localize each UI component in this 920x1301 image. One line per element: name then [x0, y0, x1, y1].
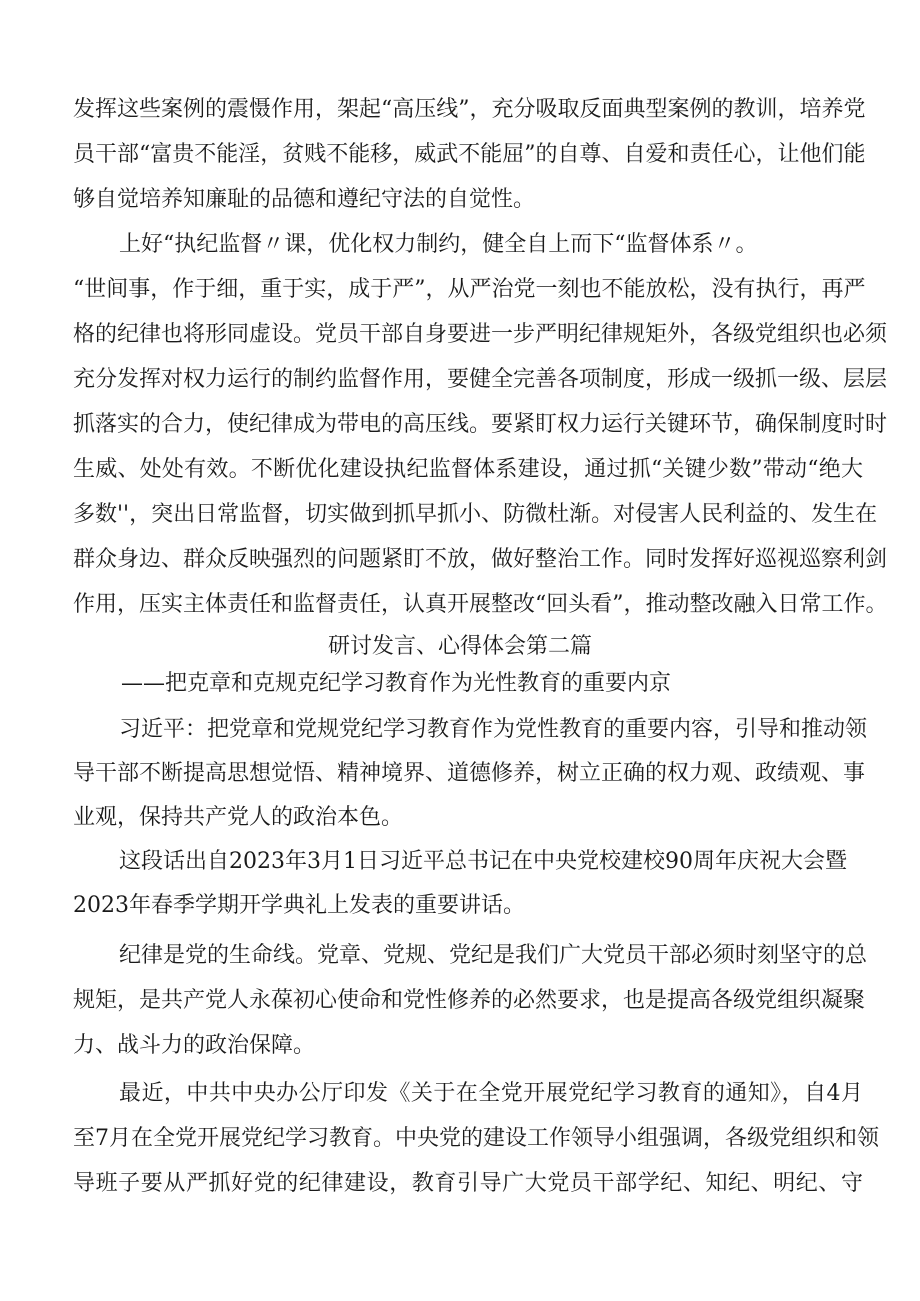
paragraph-line: 导干部不断提高思想觉悟、精神境界、道德修养，树立正确的权力观、政绩观、事: [73, 761, 866, 786]
paragraph-line: 至7月在全党开展党纪学习教育。中央党的建设工作领导小组强调，各级党组织和领: [73, 1126, 879, 1151]
paragraph-line: “世间事，作于细，重于实，成于严”，从严治党一刻也不能放松，没有执行，再严: [73, 277, 866, 302]
paragraph-line: 这段话出自2023年3月1日习近平总书记在中央党校建校90周年庆祝大会暨: [119, 849, 847, 874]
paragraph-line: 充分发挥对权力运行的制约监督作用，要健全完善各项制度，形成一级抓一级、层层: [73, 367, 888, 392]
section-heading: 上好“执纪监督〃课，优化权力制约，健全自上而下“监督体系〃。: [119, 232, 758, 257]
paragraph-line: 导班子要从严抓好党的纪律建设，教育引导广大党员干部学纪、知纪、明纪、守: [73, 1171, 863, 1196]
paragraph-line: 群众身边、群众反映强烈的问题紧盯不放，做好整治工作。同时发挥好巡视巡察利剑: [73, 547, 888, 572]
paragraph-line: 作用，压实主体责任和监督责任，认真开展整改“回头看”，推动整改融入日常工作。: [73, 592, 888, 617]
paragraph-line: 格的纪律也将形同虚设。党员干部自身要进一步严明纪律规矩外，各级党组织也必须: [73, 322, 888, 347]
paragraph-line: 力、战斗力的政治保障。: [73, 1033, 316, 1058]
paragraph-line: 员干部“富贵不能淫，贫贱不能移，威武不能屈”的自尊、自爱和责任心，让他们能: [73, 142, 866, 167]
paragraph-line: 2023年春季学期开学典礼上发表的重要讲话。: [73, 893, 525, 918]
paragraph-line: 生威、处处有效。不断优化建设执纪监督体系建设，通过抓“关键少数”带动“绝大: [73, 457, 863, 482]
paragraph-line: 够自觉培养知廉耻的品德和遵纪守法的自觉性。: [73, 187, 536, 212]
paragraph-line: 抓落实的合力，使纪律成为带电的高压线。要紧盯权力运行关键环节，确保制度时时: [73, 412, 888, 437]
paragraph-line: 规矩，是共产党人永葆初心使命和党性修养的必然要求，也是提高各级党组织凝聚: [73, 988, 866, 1013]
paragraph-line: 习近平：把党章和党规党纪学习教育作为党性教育的重要内容，引导和推动领: [119, 717, 868, 742]
article-title: 研讨发言、心得体会第二篇: [327, 634, 592, 659]
article-subtitle: ——把克章和克规克纪学习教育作为光性教育的重要内京: [121, 671, 672, 696]
paragraph-line: 多数''，突出日常监督，切实做到抓早抓小、防微杜渐。对侵害人民利益的、发生在: [73, 502, 878, 527]
paragraph-line: 最近，中共中央办公厅印发《关于在全党开展党纪学习教育的通知》，自4月: [119, 1081, 863, 1106]
paragraph-line: 业观，保持共产党人的政治本色。: [73, 805, 404, 830]
paragraph-line: 纪律是党的生命线。党章、党规、党纪是我们广大党员干部必须时刻坚守的总: [119, 943, 868, 968]
paragraph-line: 发挥这些案例的震慑作用，架起“高压线”，充分吸取反面典型案例的教训，培养党: [73, 97, 866, 122]
